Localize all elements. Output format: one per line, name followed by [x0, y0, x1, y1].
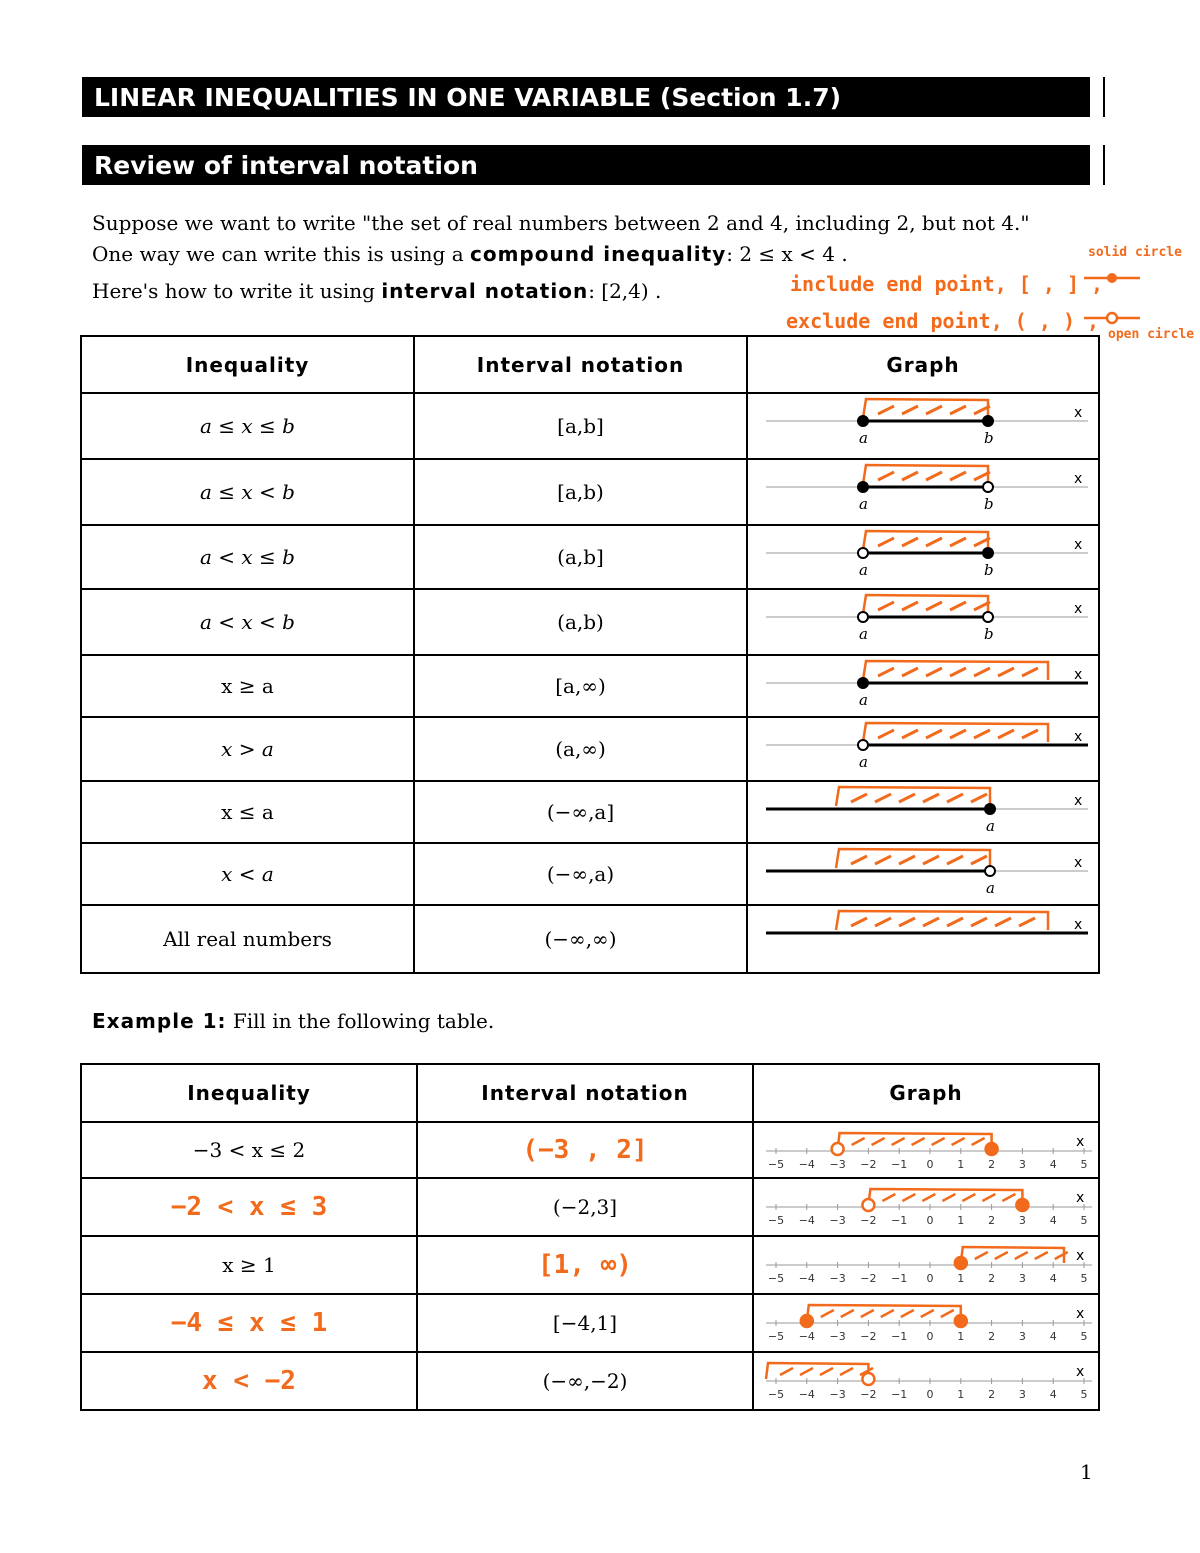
hand-shading-stroke [902, 538, 918, 546]
solid-endpoint [1016, 1199, 1028, 1211]
tick-label: 0 [926, 1388, 934, 1401]
tick-label: 5 [1080, 1388, 1088, 1401]
table2-interval: [−4,1] [417, 1294, 753, 1352]
table1-graph [747, 717, 1099, 781]
tick-label: 5 [1080, 1158, 1088, 1171]
hand-shading-stroke [1015, 1252, 1028, 1259]
hand-shading-stroke [902, 602, 918, 610]
table2-row [81, 1294, 1099, 1352]
tick-label: −1 [891, 1214, 908, 1227]
solid-endpoint [858, 678, 868, 688]
table1-interval: (−∞,∞) [414, 905, 747, 973]
number-line [748, 782, 1098, 844]
hand-shading-stroke [878, 472, 894, 480]
table1-inequality: All real numbers [81, 905, 414, 973]
tick-label: −1 [891, 1158, 908, 1171]
table2-row [81, 1352, 1099, 1410]
page-number: 1 [1080, 1460, 1093, 1484]
axis-label: x [1074, 537, 1083, 553]
tick-label: 5 [1080, 1330, 1088, 1343]
table1-interval: [a,b] [414, 393, 747, 459]
hand-shading-stroke [923, 918, 939, 926]
tick-label: −3 [829, 1330, 846, 1343]
hand-shading-stroke [899, 918, 915, 926]
endpoint-label: a [859, 753, 868, 771]
endpoint-label: a [859, 691, 868, 709]
annotation-solid-circle: solid circle [1088, 245, 1182, 260]
hand-shading-stroke [922, 1194, 935, 1201]
annotation-symbols [1080, 262, 1200, 342]
hand-shading-stroke [950, 730, 966, 738]
axis-label: x [1074, 793, 1083, 809]
hand-shading-stroke [947, 918, 963, 926]
axis-label: x [1074, 471, 1083, 487]
tick-label: −3 [829, 1272, 846, 1285]
hand-shading-stroke [947, 794, 963, 802]
table1-graph [747, 459, 1099, 525]
table2-row [81, 1178, 1099, 1236]
hand-shading-stroke [878, 538, 894, 546]
hand-shading-stroke [878, 406, 894, 414]
section-bar-marker [1103, 145, 1105, 185]
tick-label: −1 [891, 1330, 908, 1343]
table1-graph [747, 781, 1099, 843]
open-endpoint [983, 612, 993, 622]
tick-label: 2 [988, 1388, 996, 1401]
table1-inequality: x ≥ a [81, 655, 414, 717]
axis-label: x [1076, 1190, 1085, 1206]
number-line [754, 1295, 1100, 1353]
table1-row [81, 525, 1099, 589]
intro-line-3 [92, 279, 661, 303]
tick-label: −5 [767, 1214, 785, 1227]
hand-shading-stroke [902, 730, 918, 738]
hand-shading-stroke [899, 856, 915, 864]
tick-label: 1 [957, 1330, 965, 1343]
table1-graph [747, 525, 1099, 589]
hand-shading-stroke [926, 730, 942, 738]
hand-shading-stroke [972, 1138, 985, 1145]
solid-endpoint [858, 416, 868, 426]
tick-label: 3 [1018, 1214, 1026, 1227]
number-line [754, 1353, 1100, 1411]
tick-label: −5 [767, 1158, 785, 1171]
example-1 [92, 1009, 494, 1033]
table1-header-interval: Interval notation [414, 336, 747, 393]
tick-label: 2 [988, 1158, 996, 1171]
hand-shading-stroke [971, 918, 987, 926]
number-line [748, 656, 1098, 718]
table2-interval: (−2,3] [417, 1178, 753, 1236]
table1-interval: (−∞,a] [414, 781, 747, 843]
tick-label: 4 [1049, 1158, 1057, 1171]
hand-shading-stroke [998, 730, 1014, 738]
table2-graph [753, 1122, 1099, 1178]
section-bar [82, 145, 1090, 185]
intro-line-2 [92, 242, 848, 266]
table1-inequality: x ≤ a [81, 781, 414, 843]
intro-line-3-post: : [2,4) . [588, 279, 662, 303]
hand-shading-stroke [950, 668, 966, 676]
hand-shading-stroke [820, 1368, 833, 1375]
axis-label: x [1074, 729, 1083, 745]
table2-graph [753, 1178, 1099, 1236]
hand-shading-stroke [947, 856, 963, 864]
table1-row [81, 459, 1099, 525]
open-endpoint [985, 866, 995, 876]
table1-interval: (a,∞) [414, 717, 747, 781]
table2-interval: (−3 , 2] [417, 1122, 753, 1178]
axis-label: x [1076, 1306, 1085, 1322]
table1-graph [747, 655, 1099, 717]
tick-label: 3 [1018, 1388, 1026, 1401]
hand-shading-stroke [942, 1194, 955, 1201]
open-endpoint [858, 612, 868, 622]
hand-shading-stroke [912, 1138, 925, 1145]
hand-shading-stroke [952, 1138, 965, 1145]
tick-label: 3 [1018, 1330, 1026, 1343]
open-endpoint [862, 1373, 874, 1385]
solid-endpoint [955, 1315, 967, 1327]
table2-graph [753, 1352, 1099, 1410]
hand-shading-stroke [926, 602, 942, 610]
tick-label: −2 [860, 1214, 877, 1227]
tick-label: −5 [767, 1388, 785, 1401]
number-line [748, 526, 1098, 590]
example-label: Example 1: [92, 1009, 227, 1033]
axis-label: x [1076, 1248, 1085, 1264]
hand-shading-stroke [1035, 1252, 1048, 1259]
hand-shading-stroke [902, 406, 918, 414]
section-heading: Review of interval notation [94, 150, 478, 180]
table1-graph [747, 905, 1099, 973]
endpoint-label: b [984, 625, 994, 643]
open-endpoint [832, 1143, 844, 1155]
term-interval-notation: interval notation [381, 279, 589, 303]
tick-label: −4 [798, 1158, 815, 1171]
table2-header-interval: Interval notation [417, 1064, 753, 1122]
hand-shading-stroke [892, 1138, 905, 1145]
table1-inequality: x > a [81, 717, 414, 781]
hand-shading-stroke [923, 856, 939, 864]
endpoint-label: b [984, 495, 994, 513]
hand-shading-stroke [975, 1252, 988, 1259]
example-table [80, 1063, 1100, 1411]
number-line [754, 1237, 1100, 1295]
hand-shading-bracket [961, 1247, 1064, 1263]
tick-label: −3 [829, 1158, 846, 1171]
table1-inequality: a < x < b [81, 589, 414, 655]
hand-shading-stroke [901, 1310, 914, 1317]
axis-label: x [1076, 1364, 1085, 1380]
table2-interval: (−∞,−2) [417, 1352, 753, 1410]
hand-shading-stroke [875, 918, 891, 926]
tick-label: 2 [988, 1272, 996, 1285]
tick-label: −2 [860, 1272, 877, 1285]
table1-row [81, 393, 1099, 459]
table2-row [81, 1122, 1099, 1178]
hand-shading-bracket [836, 911, 1048, 930]
table2-inequality: x < −2 [81, 1352, 417, 1410]
hand-shading-stroke [841, 1310, 854, 1317]
tick-label: 2 [988, 1214, 996, 1227]
tick-label: 5 [1080, 1272, 1088, 1285]
tick-label: −1 [891, 1272, 908, 1285]
table2-graph [753, 1294, 1099, 1352]
table1-row [81, 589, 1099, 655]
hand-shading-stroke [921, 1310, 934, 1317]
table2-inequality: −4 ≤ x ≤ 1 [81, 1294, 417, 1352]
hand-shading-stroke [1022, 730, 1038, 738]
endpoint-label: a [859, 625, 868, 643]
table1-interval: (a,b] [414, 525, 747, 589]
solid-endpoint [983, 416, 993, 426]
tick-label: −5 [767, 1272, 785, 1285]
hand-shading-bracket [766, 1363, 868, 1379]
endpoint-label: b [984, 429, 994, 447]
annotation-include: include end point, [ , ] , [790, 272, 1104, 296]
example-text: Fill in the following table. [226, 1009, 495, 1033]
table1-graph [747, 589, 1099, 655]
table1-inequality: a ≤ x ≤ b [81, 393, 414, 459]
tick-label: −2 [860, 1330, 877, 1343]
table1-inequality: x < a [81, 843, 414, 905]
intro-line-3-pre: Here's how to write it using [92, 279, 382, 303]
hand-shading-stroke [982, 1194, 995, 1201]
hand-shading-stroke [851, 856, 867, 864]
solid-endpoint [858, 482, 868, 492]
page-title: LINEAR INEQUALITIES IN ONE VARIABLE (Section 1.7) [94, 82, 842, 112]
number-line [754, 1179, 1100, 1237]
hand-shading-stroke [851, 918, 867, 926]
tick-label: 1 [957, 1388, 965, 1401]
table1-interval: (−∞,a) [414, 843, 747, 905]
hand-shading-stroke [995, 1252, 1008, 1259]
number-line [748, 844, 1098, 906]
number-line [748, 460, 1098, 526]
endpoint-label: a [859, 561, 868, 579]
number-line [748, 394, 1098, 460]
hand-shading-stroke [878, 668, 894, 676]
hand-shading-stroke [1019, 918, 1035, 926]
table1-row [81, 717, 1099, 781]
endpoint-label: a [986, 879, 995, 897]
table2-inequality: −2 < x ≤ 3 [81, 1178, 417, 1236]
hand-shading-stroke [962, 1194, 975, 1201]
table2-graph [753, 1236, 1099, 1294]
table1-interval: [a,b) [414, 459, 747, 525]
endpoint-label: b [984, 561, 994, 579]
term-compound-inequality: compound inequality [469, 242, 727, 266]
number-line [754, 1123, 1100, 1179]
tick-label: −4 [798, 1388, 815, 1401]
table2-inequality: x ≥ 1 [81, 1236, 417, 1294]
solid-endpoint [986, 1143, 998, 1155]
tick-label: 0 [926, 1272, 934, 1285]
hand-shading-stroke [878, 730, 894, 738]
hand-shading-stroke [926, 406, 942, 414]
table1-header-graph: Graph [747, 336, 1099, 393]
tick-label: 4 [1049, 1214, 1057, 1227]
hand-shading-stroke [902, 472, 918, 480]
tick-label: −1 [891, 1388, 908, 1401]
hand-shading-stroke [923, 794, 939, 802]
table2-header-inequality: Inequality [81, 1064, 417, 1122]
tick-label: 0 [926, 1214, 934, 1227]
intro-line-2-post: : 2 ≤ x < 4 . [726, 242, 848, 266]
table1-interval: (a,b) [414, 589, 747, 655]
tick-label: 3 [1018, 1272, 1026, 1285]
hand-shading-stroke [1055, 1252, 1068, 1259]
number-line [748, 718, 1098, 782]
solid-endpoint [955, 1257, 967, 1269]
tick-label: 0 [926, 1330, 934, 1343]
hand-shading-stroke [971, 856, 987, 864]
tick-label: −2 [860, 1388, 877, 1401]
hand-shading-stroke [995, 918, 1011, 926]
endpoint-label: a [986, 817, 995, 835]
hand-shading-stroke [899, 794, 915, 802]
tick-label: −5 [767, 1330, 785, 1343]
title-bar-marker [1103, 77, 1105, 117]
table2-row [81, 1236, 1099, 1294]
hand-shading-stroke [872, 1138, 885, 1145]
solid-endpoint [801, 1315, 813, 1327]
solid-endpoint [983, 548, 993, 558]
table2-interval: [1, ∞) [417, 1236, 753, 1294]
hand-shading-stroke [998, 668, 1014, 676]
tick-label: −2 [860, 1158, 877, 1171]
tick-label: 1 [957, 1214, 965, 1227]
hand-shading-stroke [974, 668, 990, 676]
tick-label: −4 [798, 1330, 815, 1343]
tick-label: 4 [1049, 1272, 1057, 1285]
axis-label: x [1074, 917, 1083, 933]
annotation-exclude: exclude end point, ( , ) , [786, 309, 1100, 333]
tick-label: −3 [829, 1214, 846, 1227]
hand-shading-stroke [840, 1368, 853, 1375]
axis-label: x [1074, 405, 1083, 421]
tick-label: −4 [798, 1272, 815, 1285]
hand-shading-stroke [932, 1138, 945, 1145]
table2-inequality: −3 < x ≤ 2 [81, 1122, 417, 1178]
hand-shading-stroke [902, 668, 918, 676]
axis-label: x [1074, 601, 1083, 617]
open-endpoint [862, 1199, 874, 1211]
hand-shading-stroke [1022, 668, 1038, 676]
number-line [748, 590, 1098, 656]
table1-graph [747, 843, 1099, 905]
hand-shading-stroke [902, 1194, 915, 1201]
table1-inequality: a ≤ x < b [81, 459, 414, 525]
endpoint-label: a [859, 495, 868, 513]
hand-shading-stroke [780, 1368, 793, 1375]
hand-shading-stroke [926, 538, 942, 546]
hand-shading-stroke [800, 1368, 813, 1375]
hand-shading-stroke [821, 1310, 834, 1317]
table1-row [81, 905, 1099, 973]
hand-shading-stroke [878, 602, 894, 610]
table1-interval: [a,∞) [414, 655, 747, 717]
interval-notation-table [80, 335, 1100, 974]
table1-header-inequality: Inequality [81, 336, 414, 393]
hand-shading-stroke [875, 794, 891, 802]
table1-row [81, 843, 1099, 905]
annotation-open-circle: open circle [1108, 327, 1195, 342]
title-bar [82, 77, 1090, 117]
open-endpoint [858, 548, 868, 558]
axis-label: x [1074, 667, 1083, 683]
tick-label: −4 [798, 1214, 815, 1227]
tick-label: 3 [1018, 1158, 1026, 1171]
hand-shading-stroke [881, 1310, 894, 1317]
hand-shading-stroke [941, 1310, 954, 1317]
hand-shading-stroke [852, 1138, 865, 1145]
tick-label: 1 [957, 1272, 965, 1285]
hand-shading-stroke [950, 406, 966, 414]
hand-shading-stroke [950, 602, 966, 610]
number-line [748, 906, 1098, 974]
table1-graph [747, 393, 1099, 459]
hand-shading-stroke [851, 794, 867, 802]
hand-shading-bracket [863, 399, 988, 418]
axis-label: x [1076, 1134, 1085, 1150]
intro-line-2-pre: One way we can write this is using a [92, 242, 470, 266]
tick-label: −3 [829, 1388, 846, 1401]
hand-shading-stroke [950, 472, 966, 480]
table1-row [81, 655, 1099, 717]
tick-label: 5 [1080, 1214, 1088, 1227]
table1-row [81, 781, 1099, 843]
tick-label: 1 [957, 1158, 965, 1171]
hand-shading-stroke [926, 668, 942, 676]
tick-label: 4 [1049, 1330, 1057, 1343]
tick-label: 0 [926, 1158, 934, 1171]
endpoint-label: a [859, 429, 868, 447]
hand-shading-stroke [1002, 1194, 1015, 1201]
open-endpoint [983, 482, 993, 492]
tick-label: 4 [1049, 1388, 1057, 1401]
hand-shading-stroke [974, 730, 990, 738]
hand-shading-bracket [863, 531, 988, 550]
hand-shading-stroke [950, 538, 966, 546]
hand-shading-stroke [926, 472, 942, 480]
hand-shading-stroke [875, 856, 891, 864]
intro-line-1: Suppose we want to write "the set of real numbers between 2 and 4, including 2, but not 4." [92, 211, 1030, 235]
open-endpoint [858, 740, 868, 750]
table1-inequality: a < x ≤ b [81, 525, 414, 589]
hand-shading-stroke [971, 794, 987, 802]
solid-endpoint [985, 804, 995, 814]
hand-shading-bracket [863, 465, 988, 484]
hand-shading-stroke [861, 1310, 874, 1317]
hand-shading-bracket [863, 595, 988, 614]
hand-shading-stroke [882, 1194, 895, 1201]
axis-label: x [1074, 855, 1083, 871]
tick-label: 2 [988, 1330, 996, 1343]
table2-header-graph: Graph [753, 1064, 1099, 1122]
